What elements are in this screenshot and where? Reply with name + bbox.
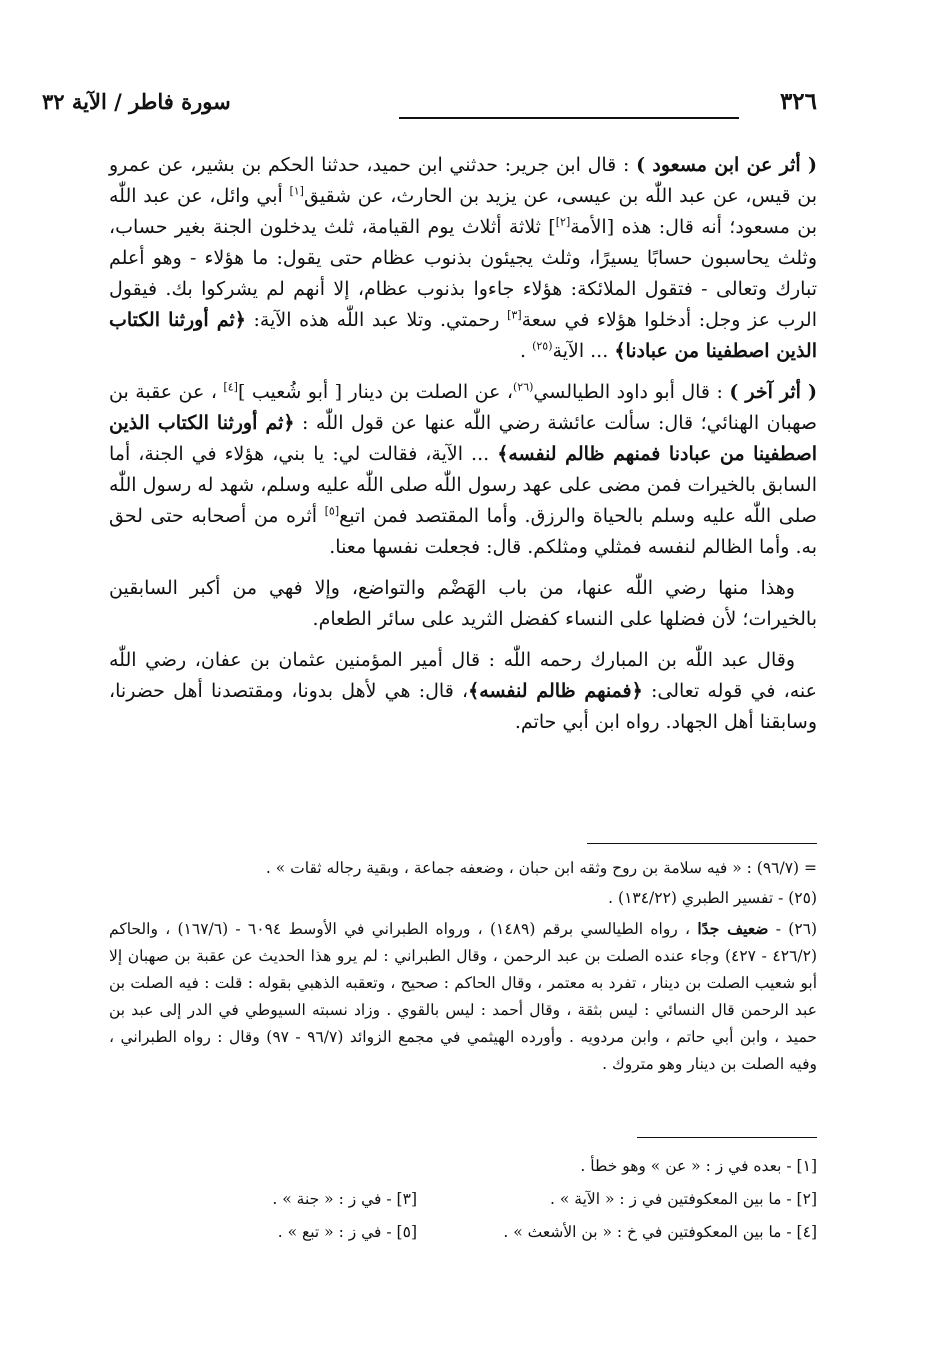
footnote-ref[interactable]: [١] bbox=[289, 184, 304, 198]
variant-note-2: [٢] - ما بين المعكوفتين في ز : « الآية » . bbox=[550, 1190, 817, 1208]
manuscript-variants bbox=[109, 1150, 817, 1249]
text-run: ، عن عقبة بن صهبان الهنائي؛ قال: سألت عائشة رضي اللّٰه عنها عن قول اللّٰه : bbox=[109, 381, 817, 434]
paragraph-ibn-masud bbox=[109, 150, 817, 367]
paragraph-ibn-mubarak bbox=[109, 645, 817, 738]
variant-row bbox=[109, 1183, 817, 1216]
footnote-ref[interactable]: (٢٦) bbox=[512, 380, 534, 394]
variants-divider bbox=[637, 1137, 817, 1138]
paragraph-another-athar bbox=[109, 377, 817, 563]
text-run: . bbox=[520, 340, 533, 362]
quran-verse: ﴿ثم أورثنا الكتاب الذين اصطفينا من عبادنا فمنهم ظالم لنفسه﴾ bbox=[109, 412, 817, 465]
page-number: ٣٢٦ bbox=[779, 87, 817, 115]
footnote-continuation: = (٩٦/٧) : « فيه سلامة بن روح وثقه ابن حبان ، وضعفه جماعة ، وبقية رجاله ثقات » . bbox=[265, 859, 817, 877]
text-run: : قال ابن جرير: حدثني ابن حميد، حدثنا الحكم بن بشير، عن عمرو بن قيس، عن عبد اللّٰه بن عيسى، عن يزيد بن الحارث، عن شقيق bbox=[109, 154, 817, 207]
variant-note-3: [٣] - في ز : « جنة » . bbox=[272, 1190, 417, 1208]
variant-note-5: [٥] - في ز : « تبع » . bbox=[277, 1223, 417, 1241]
text-run: وقال عبد اللّٰه بن المبارك رحمه اللّٰه : قال أمير المؤمنين عثمان بن عفان، رضي اللّٰه عنه، في قوله تعالى: bbox=[109, 649, 817, 702]
variant-note-1: [١] - بعده في ز : « عن » وهو خطأ . bbox=[580, 1157, 817, 1175]
header-rule bbox=[399, 117, 739, 119]
section-lead: ( أثر آخر ) bbox=[729, 381, 817, 403]
text-run: أبي وائل، عن عبد اللّٰه بن مسعود؛ أنه قال: هذه [الأمة bbox=[109, 185, 817, 238]
main-text bbox=[109, 150, 817, 748]
variant-row bbox=[109, 1216, 817, 1249]
page-header bbox=[42, 82, 817, 120]
text-run: ... الآية bbox=[552, 340, 615, 362]
footnote-divider bbox=[587, 843, 817, 844]
text-run: ، عن الصلت بن دينار [ أبو شُعيب ] bbox=[237, 381, 513, 403]
footnote-text: ، رواه الطيالسي برقم (١٤٨٩) ، ورواه الطبراني في الأوسط ٦٠٩٤ - (١٦٧/٦) ، والحاكم (٤٢٦/٢ - ٤٢٧) وجاء عنده الصلت بن عبد الرحمن ، وقال الطبراني : لم يرو هذا الحديث عن عقبة بن صهبان إلا أبو شعيب الصلت بن دينار ، تفرد به معتمر ، وقال الحاكم : صحيح ، وتعقبه الذهبي بقوله : قلت : فيه الصلت بن عبد الرحمن قال النسائي : ليس بثقة ، وقال أحمد : ليس بالقوي . وزاد نسبته السيوطي في الدر إلى عبد بن حميد ، وابن أبي حاتم ، وابن مردويه . وأورده الهيثمي في مجمع الزوائد (٩٦/٧ - ٩٧) وقال : رواه الطبراني ، وفيه الصلت بن دينار وهو متروك . bbox=[109, 920, 818, 1073]
text-run: : قال أبو داود الطيالسي bbox=[533, 381, 730, 403]
running-title: سورة فاطر / الآية ٣٢ bbox=[42, 88, 231, 114]
footnote-ref[interactable]: [٣] bbox=[507, 308, 522, 322]
variant-note-4: [٤] - ما بين المعكوفتين في خ : « بن الأشعث » . bbox=[503, 1223, 817, 1241]
footnote-26 bbox=[109, 915, 817, 1078]
text-run: أثره من أصحابه حتى لحق به. وأما الظالم لنفسه فمثلي ومثلكم. قال: فجعلت نفسها معنا. bbox=[109, 505, 817, 558]
text-run: رحمتي. وتلا عبد اللّٰه هذه الآية: bbox=[245, 309, 508, 331]
text-run: ... الآية، فقالت لي: يا بني، هؤلاء في الجنة، أما السابق بالخيرات فمن مضى على عهد رسول اللّٰه صلى اللّٰه عليه وسلم، شهد له رسول اللّٰه صلى اللّٰه عليه وسلم بالحياة والرزق. وأما المقتصد فمن اتبع bbox=[109, 443, 817, 527]
grading-label: ضعيف جدًا bbox=[697, 919, 769, 938]
text-run: ، قال: هي لأهل بدونا، ومقتصدنا أهل حضرنا، وسابقنا أهل الجهاد. رواه ابن أبي حاتم. bbox=[109, 680, 817, 733]
footnote-25: (٢٥) - تفسير الطبري (١٣٤/٢٢) . bbox=[608, 889, 817, 907]
footnote-ref[interactable]: (٢٥) bbox=[532, 339, 553, 353]
variant-row bbox=[109, 1150, 817, 1183]
footnote-ref[interactable]: [٢] bbox=[555, 215, 571, 229]
footnote-ref[interactable]: [٥] bbox=[324, 504, 340, 518]
section-lead: ( أثر عن ابن مسعود ) bbox=[636, 154, 817, 176]
commentary-footnotes bbox=[109, 855, 817, 1081]
quran-verse: ﴿فمنهم ظالم لنفسه﴾ bbox=[468, 680, 643, 702]
paragraph-humility: وهذا منها رضي اللّٰه عنها، من باب الهَضْم والتواضع، وإلا فهي من أكبر السابقين بالخيرات؛ لأن فضلها على النساء كفضل الثريد على سائر الطعام. bbox=[109, 577, 817, 630]
footnote-number: (٢٦) - bbox=[768, 920, 818, 938]
footnote-ref[interactable]: [٤] bbox=[223, 380, 238, 394]
quran-verse: ﴿ثم أورثنا الكتاب الذين اصطفينا من عبادنا﴾ bbox=[109, 309, 817, 362]
text-run: ] ثلاثة أثلاث يوم القيامة، ثلث يدخلون الجنة بغير حساب، وثلث يحاسبون حسابًا يسيرًا، وثلث يجيئون بذنوب عظام حتى يقول: ما هؤلاء - وهو أعلم تبارك وتعالى - فتقول الملائكة: هؤلاء جاءوا بذنوب عظام، إلا أنهم لم يشركوا بك. فيقول الرب عز وجل: أدخلوا هؤلاء في سعة bbox=[109, 216, 817, 331]
